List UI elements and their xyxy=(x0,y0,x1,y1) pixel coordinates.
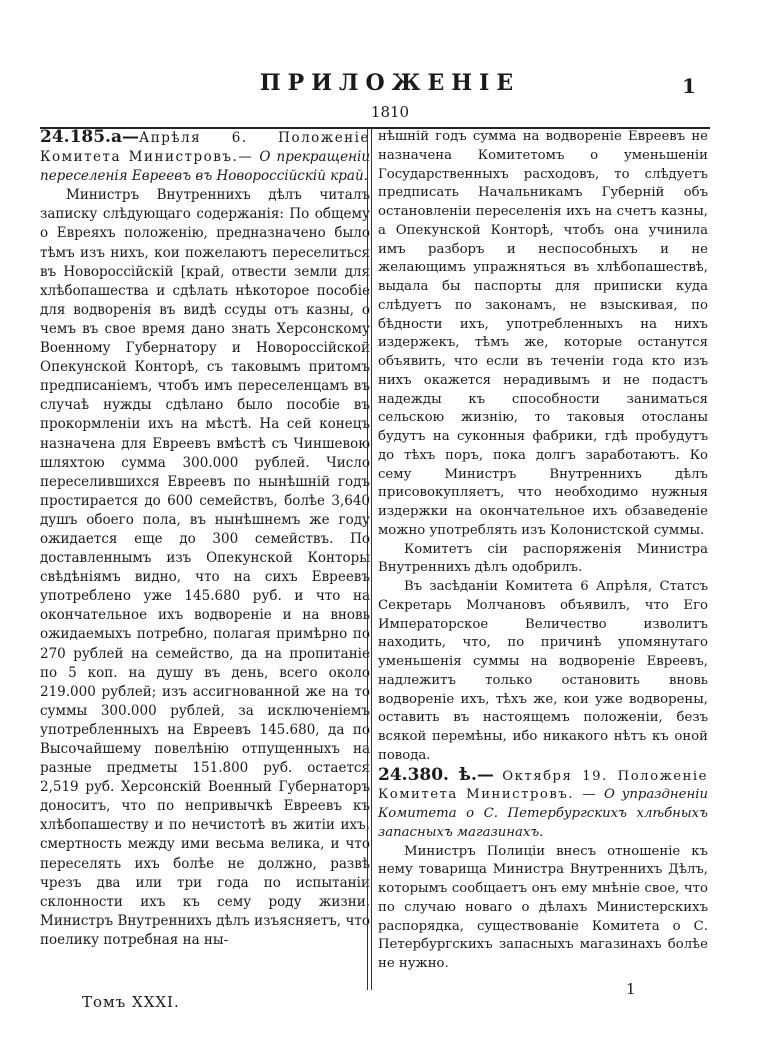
column-divider xyxy=(367,128,372,990)
paragraph: Въ засѣданіи Комитета 6 Апрѣля, Статсъ Секретарь Молчановъ объявилъ, что Его Императорское Величество изволитъ находить, что, по причинѣ упомянутаго уменьшенія суммы на водвореніе Евреевъ, надлежитъ только остановить вновь водвореніе ихъ, тѣхъ же, кои уже водворены, оставить въ настоящемъ положеніи, безъ всякой перемѣны, ибо никакого нѣтъ къ оной повода. xyxy=(378,579,708,763)
entry-title: О прекращеніи переселенія Евреевъ въ Новороссійскій край. xyxy=(40,149,371,185)
entry-heading xyxy=(378,766,708,843)
paragraph: Министръ Полиціи внесъ отношеніе къ нему товарища Министра Внутреннихъ Дѣлъ, которымъ сообщаетъ онъ ему мнѣніе свое, что по случаю новаго о дѣлахъ Министерскихъ распорядка, существованіе Комитета о С. Петербургскихъ запасныхъ магазинахъ болѣе не нужно. xyxy=(378,843,708,971)
signature-mark: 1 xyxy=(626,980,636,998)
year-heading: 1810 xyxy=(370,103,410,121)
entry-number: 24.185.а— xyxy=(40,127,139,147)
entry-head: Октября 19. Положеніе Комитета Министровъ. — xyxy=(378,768,709,803)
paragraph: Комитетъ сіи распоряженія Министра Внутреннихъ дѣлъ одобрилъ. xyxy=(378,541,708,576)
entry-head: Апрѣля 6. Положеніе Комитета Министровъ.— xyxy=(40,130,370,166)
paragraph: Министръ Внутреннихъ дѣлъ читалъ записку слѣдующаго содержанія: По общему о Евреяхъ положенію, предназначено было тѣмъ изъ нихъ, кои пожелаютъ переселиться въ Новороссійскій [край, отвести земли для хлѣбопашества и сдѣлать нѣкоторое пособіе для водворенія въ видѣ ссуды отъ казны, о чемъ въ свое время дано знать Херсонскому Военному Губернатору и Новороссійской Опекунской Конторѣ, съ таковымъ притомъ предписаніемъ, чтобъ имъ переселенцамъ въ случаѣ нужды сдѣлано было пособіе въ прокормленіи ихъ на мѣстѣ. На сей конецъ назначена для Евреевъ вмѣстѣ съ Чиншевою шляхтою сумма 300.000 рублей. Число переселившихся Евреевъ по нынѣшній годъ простирается до 600 семействъ, болѣе 3,640 душъ обоего пола, въ нынѣшнемъ же году ожидается еще до 300 семействъ. По доставленнымъ изъ Опекунской Конторы свѣдѣніямъ видно, что на сихъ Евреевъ употреблено уже 145.680 руб. и что на окончательное ихъ водвореніе и на вновь ожидаемыхъ потребно, полагая примѣрно по 270 рублей на семейство, да на пропитаніе по 5 коп. на душу въ день, всего около 219.000 рублей; изъ ассигнованной же на то суммы 300.000 рублей, за исключеніемъ употребленныхъ на Евреевъ 145.680, да по Высочайшему повелѣнію отпущенныхъ на разные предметы 151.800 руб. остается 2,519 руб. Херсонскій Военный Губернаторъ доноситъ, что по непривычкѣ Евреевъ къ хлѣбопашеству и по нечистотѣ въ житіи ихъ, смертность между ими весьма велика, и что переселять ихъ болѣе не должно, развѣ чрезъ два или три года по испытаніи склонности ихъ къ сему роду жизни. Министръ Внутреннихъ дѣлъ изъясняетъ, что поелику потребная на ны- xyxy=(40,187,370,948)
entry-number: 24.380. ѣ.— xyxy=(378,764,494,785)
right-column xyxy=(378,128,708,974)
volume-footer: Томъ XXXI. xyxy=(82,993,180,1011)
entry-heading xyxy=(40,128,370,186)
left-column xyxy=(40,128,370,950)
page-number: 1 xyxy=(682,74,696,98)
paragraph: нѣшній годъ сумма на водвореніе Евреевъ не назначена Комитетомъ о уменьшеніи Государственныхъ расходовъ, то слѣдуетъ предписать Начальникамъ Губерній объ остановленіи переселенія ихъ на счетъ казны, а Опекунской Конторѣ, чтобъ она учинила имъ разборъ и неспособныхъ и не желающимъ упражняться въ хлѣбопашествѣ, выдала бы паспорты для приписки куда слѣдуетъ по законамъ, не взыскивая, по бѣдности ихъ, употребленныхъ на нихъ издержекъ, тѣмъ же, которые останутся объявить, что если въ теченіи года кто изъ нихъ окажется нерадивымъ и не подастъ надежды къ способности заниматься сельскою жизнію, то таковыя отосланы будутъ на суконныя фабрики, гдѣ пробудутъ до тѣхъ поръ, пока долгъ заработаютъ. Ко сему Министръ Внутреннихъ дѣлъ присовокупляетъ, что необходимо нужныя издержки на окончательное ихъ обзаведеніе можно употреблять изъ Колонистской суммы. xyxy=(378,129,708,538)
page-title: ПРИЛОЖЕНІЕ xyxy=(259,70,521,96)
entry-title: О упраздненіи Комитета о С. Петербургскихъ хлѣбныхъ запасныхъ магазинахъ. xyxy=(378,787,708,840)
